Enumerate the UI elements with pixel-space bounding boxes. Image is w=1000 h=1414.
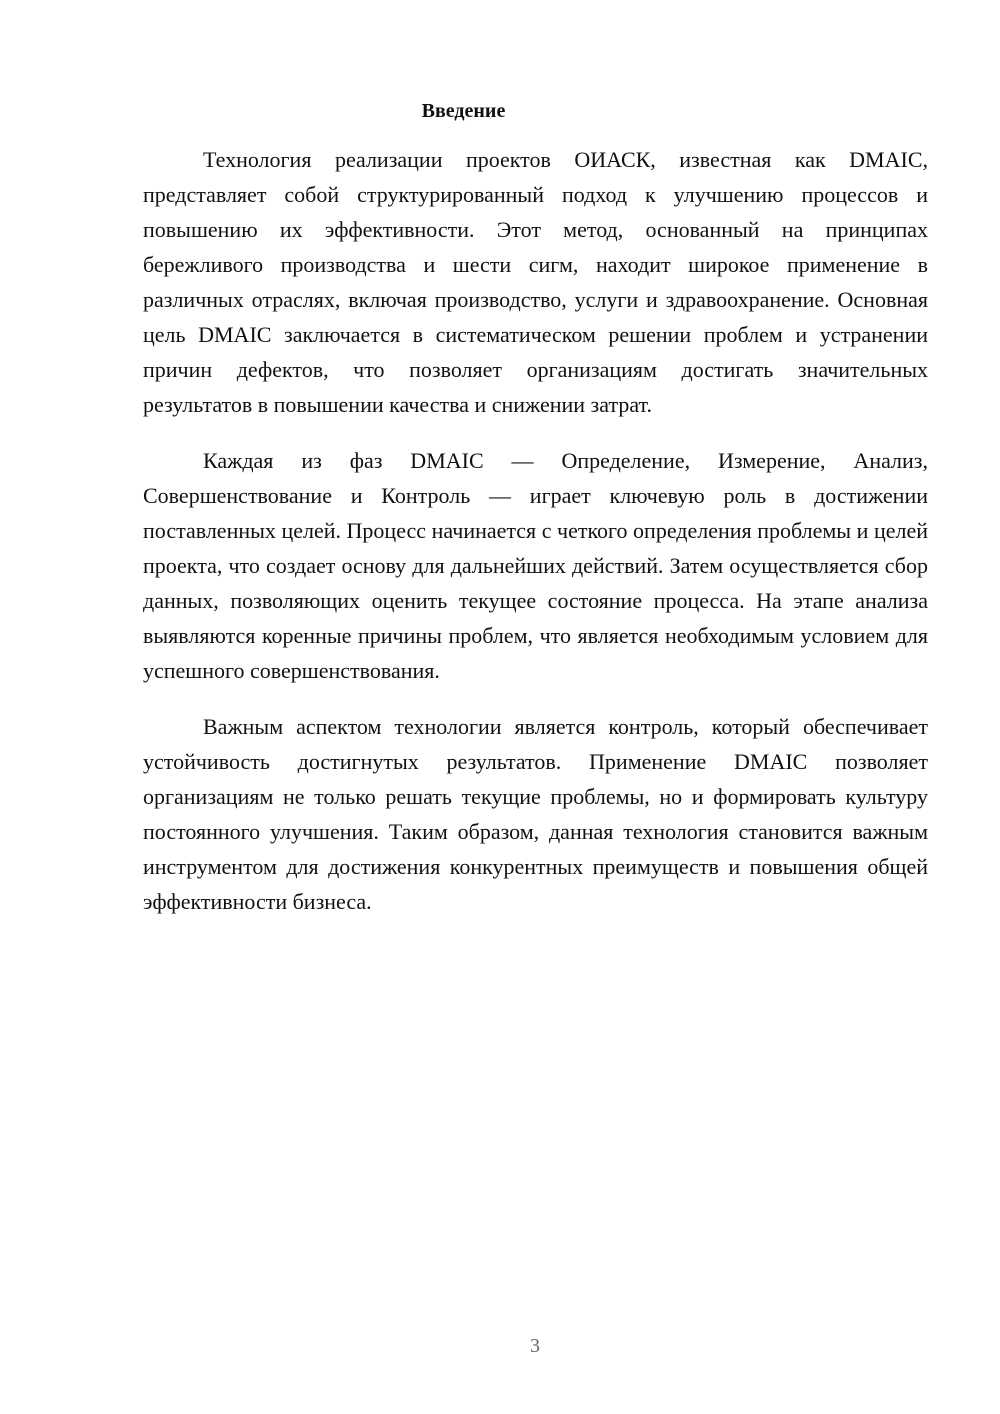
section-title: Введение xyxy=(421,100,506,122)
document-body xyxy=(143,96,928,919)
page-number: 3 xyxy=(530,1335,540,1357)
paragraph-2: Каждая из фаз DMAIC — Определение, Измерение, Анализ, Совершенствование и Контроль — играет ключевую роль в достижении поставленных целей. Процесс начинается с четкого определения проблемы и целей проекта, что создает основу для дальнейших действий. Затем осуществляется сбор данных, позволяющих оценить текущее состояние процесса. На этапе анализа выявляются коренные причины проблем, что является необходимым условием для успешного совершенствования. xyxy=(143,448,928,683)
paragraph-3: Важным аспектом технологии является контроль, который обеспечивает устойчивость достигнутых результатов. Применение DMAIC позволяет организациям не только решать текущие проблемы, но и формировать культуру постоянного улучшения. Таким образом, данная технология становится важным инструментом для достижения конкурентных преимуществ и повышения общей эффективности бизнеса. xyxy=(143,714,928,914)
paragraph-1: Технология реализации проектов ОИАСК, известная как DMAIC, представляет собой структурированный подход к улучшению процессов и повышению их эффективности. Этот метод, основанный на принципах бережливого производства и шести сигм, находит широкое применение в различных отраслях, включая производство, услуги и здравоохранение. Основная цель DMAIC заключается в систематическом решении проблем и устранении причин дефектов, что позволяет организациям достигать значительных результатов в повышении качества и снижении затрат. xyxy=(143,147,928,417)
